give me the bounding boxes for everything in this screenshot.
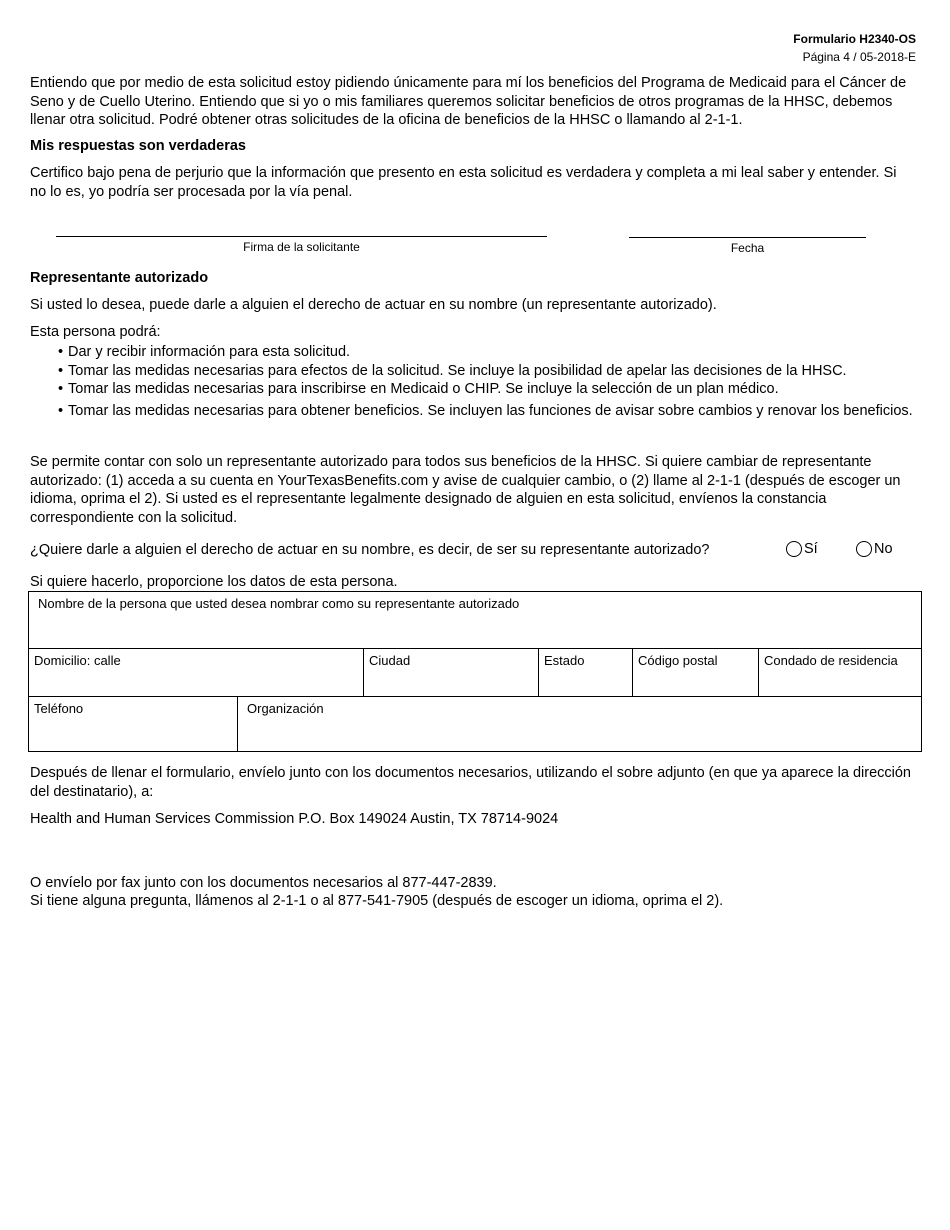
rep-bullet-list xyxy=(58,343,918,420)
no-label: No xyxy=(874,541,893,557)
yes-radio[interactable] xyxy=(786,541,818,557)
rep-question: ¿Quiere darle a alguien el derecho de actuar en su nombre, es decir, de ser su representante autorizado? xyxy=(30,542,710,558)
date-label: Fecha xyxy=(730,241,765,255)
mailing-instructions: Después de llenar el formulario, envíelo junto con los documentos necesarios, utilizando el sobre adjunto (en que ya aparece la dirección del destinatario), a: xyxy=(30,765,911,800)
date-line[interactable] xyxy=(629,237,866,238)
radio-circle-icon[interactable] xyxy=(856,541,872,557)
signature-label: Firma de la solicitante xyxy=(243,240,360,254)
yes-label: Sí xyxy=(804,541,818,557)
list-item: • Tomar las medidas necesarias para efectos de la solicitud. Se incluye la posibilidad de apelar las decisiones de la HHSC. xyxy=(58,362,918,381)
mailing-address: Health and Human Services Commission P.O. Box 149024 Austin, TX 78714-9024 xyxy=(30,811,559,827)
rep-heading: Representante autorizado xyxy=(30,270,209,286)
phone-info: Si tiene alguna pregunta, llámenos al 2-1-1 o al 877-541-7905 (después de escoger un idioma, oprima el 2). xyxy=(30,893,724,909)
phone-field[interactable]: Teléfono xyxy=(28,696,237,752)
organization-field[interactable]: Organización xyxy=(237,696,922,752)
truth-heading: Mis respuestas son verdaderas xyxy=(30,138,246,154)
list-item: • Tomar las medidas necesarias para obtener beneficios. Se incluyen las funciones de avisar sobre cambios y renovar los beneficios. xyxy=(58,402,918,421)
no-radio[interactable] xyxy=(856,541,893,557)
city-field[interactable]: Ciudad xyxy=(363,648,538,696)
rep-provide-data: Si quiere hacerlo, proporcione los datos de esta persona. xyxy=(30,574,398,590)
signature-line[interactable] xyxy=(56,236,547,237)
rep-name-field[interactable]: Nombre de la persona que usted desea nombrar como su representante autorizado xyxy=(28,591,922,648)
street-field[interactable]: Domicilio: calle xyxy=(28,648,363,696)
list-item: • Dar y recibir información para esta solicitud. xyxy=(58,343,918,362)
rep-can-do: Esta persona podrá: xyxy=(30,324,161,340)
rep-intro: Si usted lo desea, puede darle a alguien el derecho de actuar en su nombre (un representante autorizado). xyxy=(30,297,717,313)
list-item: • Tomar las medidas necesarias para inscribirse en Medicaid o CHIP. Se incluye la selección de un plan médico. xyxy=(58,380,918,399)
form-id: Formulario H2340-OS xyxy=(793,32,916,46)
intro-paragraph: Entiendo que por medio de esta solicitud estoy pidiendo únicamente para mí los beneficios del Programa de Medicaid para el Cáncer de Seno y de Cuello Uterino. Entiendo que si yo o mis familiares queremos solicitar beneficios de otros programas de la HHSC, debemos llenar otra solicitud. Podré obtener otras solicitudes de la oficina de beneficios de la HHSC o llamando al 2-1-1. xyxy=(30,75,907,128)
zip-field[interactable]: Código postal xyxy=(632,648,758,696)
fax-info: O envíelo por fax junto con los documentos necesarios al 877-447-2839. xyxy=(30,875,497,891)
radio-circle-icon[interactable] xyxy=(786,541,802,557)
truth-paragraph: Certifico bajo pena de perjurio que la información que presento en esta solicitud es verdadera y completa a mi leal saber y entender. Si no lo es, yo podría ser procesada por la vía penal. xyxy=(30,165,897,200)
rep-change-paragraph: Se permite contar con solo un representante autorizado para todos sus beneficios de la HHSC. Si quiere cambiar de representante autorizado: (1) acceda a su cuenta en YourTexasBenefits.com y avise de cualquier cambio, o (2) llame al 2-1-1 (después de escoger un idioma, oprima el 2). Si usted es el representante legalmente designado de alguien en esta solicitud, envíenos la constancia correspondiente con la solicitud. xyxy=(30,454,901,526)
page-number: Página 4 / 05-2018-E xyxy=(802,50,916,64)
county-field[interactable]: Condado de residencia xyxy=(758,648,922,696)
state-field[interactable]: Estado xyxy=(538,648,632,696)
